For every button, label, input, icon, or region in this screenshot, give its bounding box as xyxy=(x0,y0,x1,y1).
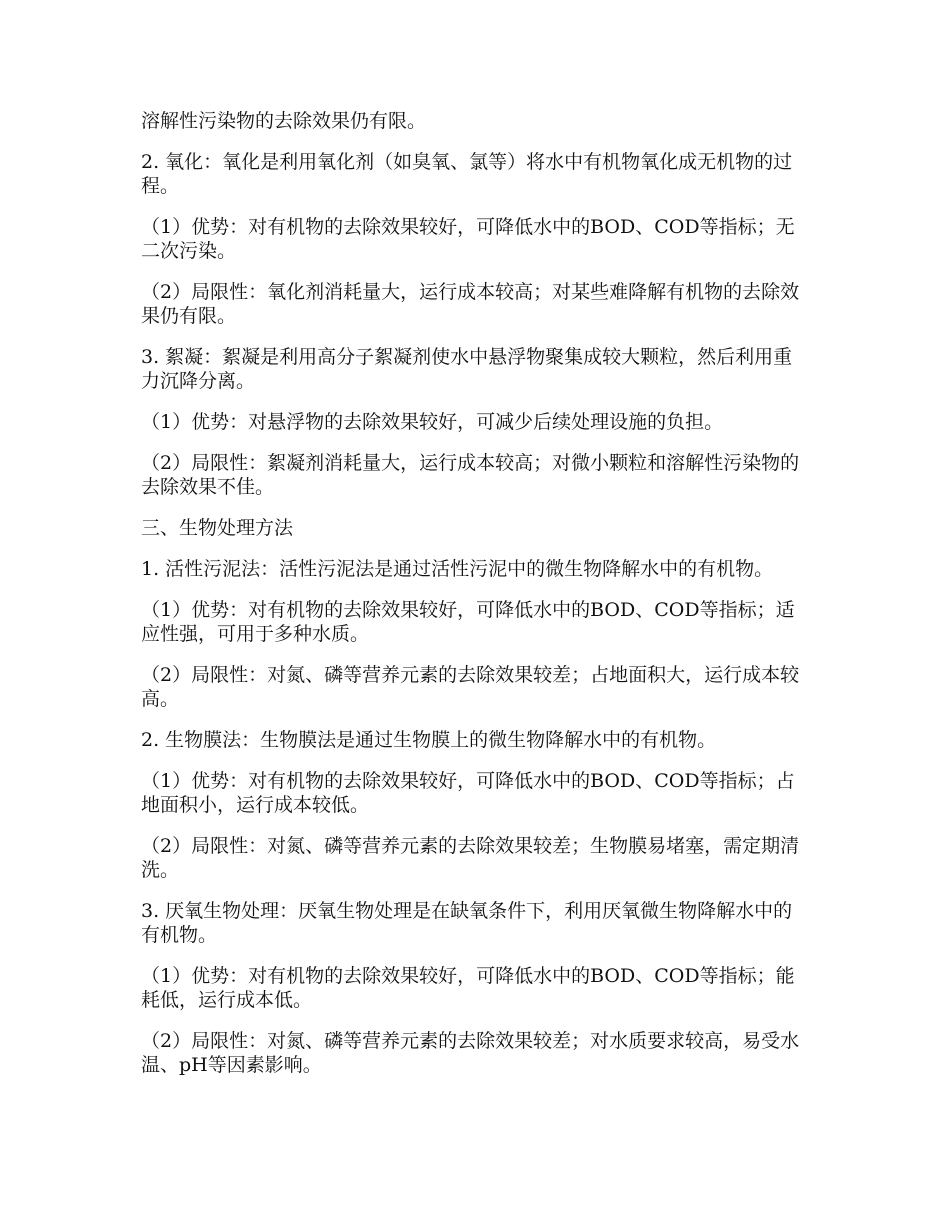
paragraph-anaerobic-advantage: （1）优势：对有机物的去除效果较好，可降低水中的BOD、COD等指标；能耗低，运行成本低。 xyxy=(141,965,795,1011)
paragraph-flocculation-limitation: （2）局限性：絮凝剂消耗量大，运行成本较高；对微小颗粒和溶解性污染物的去除效果不佳。 xyxy=(141,452,800,498)
paragraph-oxidation-limitation: （2）局限性：氧化剂消耗量大，运行成本较高；对某些难降解有机物的去除效果仍有限。 xyxy=(141,281,800,327)
paragraph-biofilm-limitation: （2）局限性：对氮、磷等营养元素的去除效果较差；生物膜易堵塞，需定期清洗。 xyxy=(141,835,800,881)
paragraph-flocculation-advantage: （1）优势：对悬浮物的去除效果较好，可减少后续处理设施的负担。 xyxy=(141,411,724,433)
section-heading-biological: 三、生物处理方法 xyxy=(141,517,294,539)
paragraph-oxidation: 2. 氧化：氧化是利用氧化剂（如臭氧、氯等）将水中有机物氧化成无机物的过程。 xyxy=(141,151,793,197)
paragraph-anaerobic-limitation: （2）局限性：对氮、磷等营养元素的去除效果较差；对水质要求较高，易受水温、pH等因素影响。 xyxy=(141,1030,800,1076)
paragraph-biofilm: 2. 生物膜法：生物膜法是通过生物膜上的微生物降解水中的有机物。 xyxy=(141,729,717,751)
paragraph-oxidation-advantage: （1）优势：对有机物的去除效果较好，可降低水中的BOD、COD等指标；无二次污染。 xyxy=(141,216,795,262)
paragraph-continuation: 溶解性污染物的去除效果仍有限。 xyxy=(141,110,427,132)
document-page xyxy=(141,109,807,1094)
paragraph-activated-sludge-advantage: （1）优势：对有机物的去除效果较好，可降低水中的BOD、COD等指标；适应性强，可用于多种水质。 xyxy=(141,599,795,645)
paragraph-flocculation: 3. 絮凝：絮凝是利用高分子絮凝剂使水中悬浮物聚集成较大颗粒，然后利用重力沉降分离。 xyxy=(141,346,793,392)
paragraph-activated-sludge: 1. 活性污泥法：活性污泥法是通过活性污泥中的微生物降解水中的有机物。 xyxy=(141,558,774,580)
paragraph-biofilm-advantage: （1）优势：对有机物的去除效果较好，可降低水中的BOD、COD等指标；占地面积小，运行成本较低。 xyxy=(141,770,795,816)
paragraph-activated-sludge-limitation: （2）局限性：对氮、磷等营养元素的去除效果较差；占地面积大，运行成本较高。 xyxy=(141,664,800,710)
paragraph-anaerobic: 3. 厌氧生物处理：厌氧生物处理是在缺氧条件下，利用厌氧微生物降解水中的有机物。 xyxy=(141,900,793,946)
